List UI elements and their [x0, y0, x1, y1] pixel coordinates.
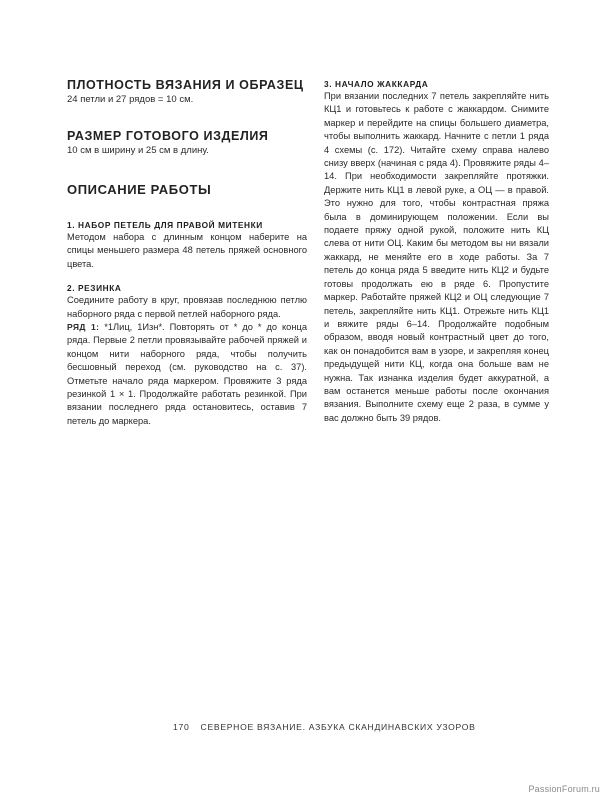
density-text: 24 петли и 27 рядов = 10 см. [67, 94, 194, 105]
page-number: 170 [173, 722, 190, 732]
right-column [324, 78, 549, 425]
book-title: СЕВЕРНОЕ ВЯЗАНИЕ. АЗБУКА СКАНДИНАВСКИХ УЗОРОВ [200, 722, 476, 732]
row1-paragraph [67, 321, 307, 428]
left-column [67, 78, 307, 428]
row1-text: *1Лиц, 1Изн*. Повторять от * до * до конца ряда. Первые 2 петли провязывайте рабочей пряжей и концом нити наборного ряда, чтобы получить бесшовный переход (см. руководство на с. 37). Отметьте начало ряда маркером. Провяжите 3 ряда резинкой 1 × 1. Продолжайте работать резинкой. При вязании последнего ряда остановитесь, оставив 7 петель до маркера. [67, 322, 307, 426]
step2-text: Соедините работу в круг, провязав последнюю петлю наборного ряда с первой петлей наборного ряда. [67, 295, 307, 319]
step3-heading: 3. НАЧАЛО ЖАККАРДА [324, 79, 429, 89]
page-footer [173, 722, 476, 732]
step2-heading: 2. РЕЗИНКА [67, 283, 122, 294]
density-heading: ПЛОТНОСТЬ ВЯЗАНИЯ И ОБРАЗЕЦ [67, 78, 304, 92]
step3-text: При вязании последних 7 петель закрепляйте нить КЦ1 и готовьтесь к работе с жаккардом. Снимите маркер и перейдите на спицы большего диаметра, чтобы выполнить жаккард. Начните с петли 1 ряда 4 схемы (с. 172). Читайте схему справа налево снизу вверх (начиная с ряда 4). Провяжите ряды 4–14. При необходимости закрепляйте протяжки. Держите нить КЦ1 в левой руке, а ОЦ — в правой. Это нужно для того, чтобы контрастная пряжа была в доминирующем положении. Если вы подаете пряжу одной рукой, положите нить КЦ слева от нити ОЦ. Каким бы методом вы ни вязали жаккард, не меняйте его в ходе работы. За 7 петель до конца ряда 5 введите нить КЦ2 и будьте готовы продолжать ею в ряде 6. Пропустите маркер. Работайте пряжей КЦ2 и ОЦ следующие 7 петель, закрепляйте нить КЦ1. Отрежьте нить КЦ1 и вяжите ряды 6–14. Продолжайте подобным образом, вводя новый контрастный цвет до того, как он понадобится вам в узоре, и закрепляя конец предыдущей нити КЦ, когда она больше вам не нужна. Так изнанка изделия будет аккуратной, а вам останется меньше работы после окончания вязания. Выполните схему еще 2 раза, в сумме у вас должно быть 39 рядов. [324, 91, 549, 423]
work-heading: ОПИСАНИЕ РАБОТЫ [67, 182, 212, 197]
row1-label: РЯД 1: [67, 322, 100, 333]
step1-heading: 1. НАБОР ПЕТЕЛЬ ДЛЯ ПРАВОЙ МИТЕНКИ [67, 220, 263, 230]
size-heading: РАЗМЕР ГОТОВОГО ИЗДЕЛИЯ [67, 128, 269, 143]
size-text: 10 см в ширину и 25 см в длину. [67, 144, 209, 156]
step1-text: Методом набора с длинным концом наберите на спицы меньшего размера 48 петель пряжей основного цвета. [67, 232, 307, 269]
watermark: PassionForum.ru [528, 784, 600, 794]
